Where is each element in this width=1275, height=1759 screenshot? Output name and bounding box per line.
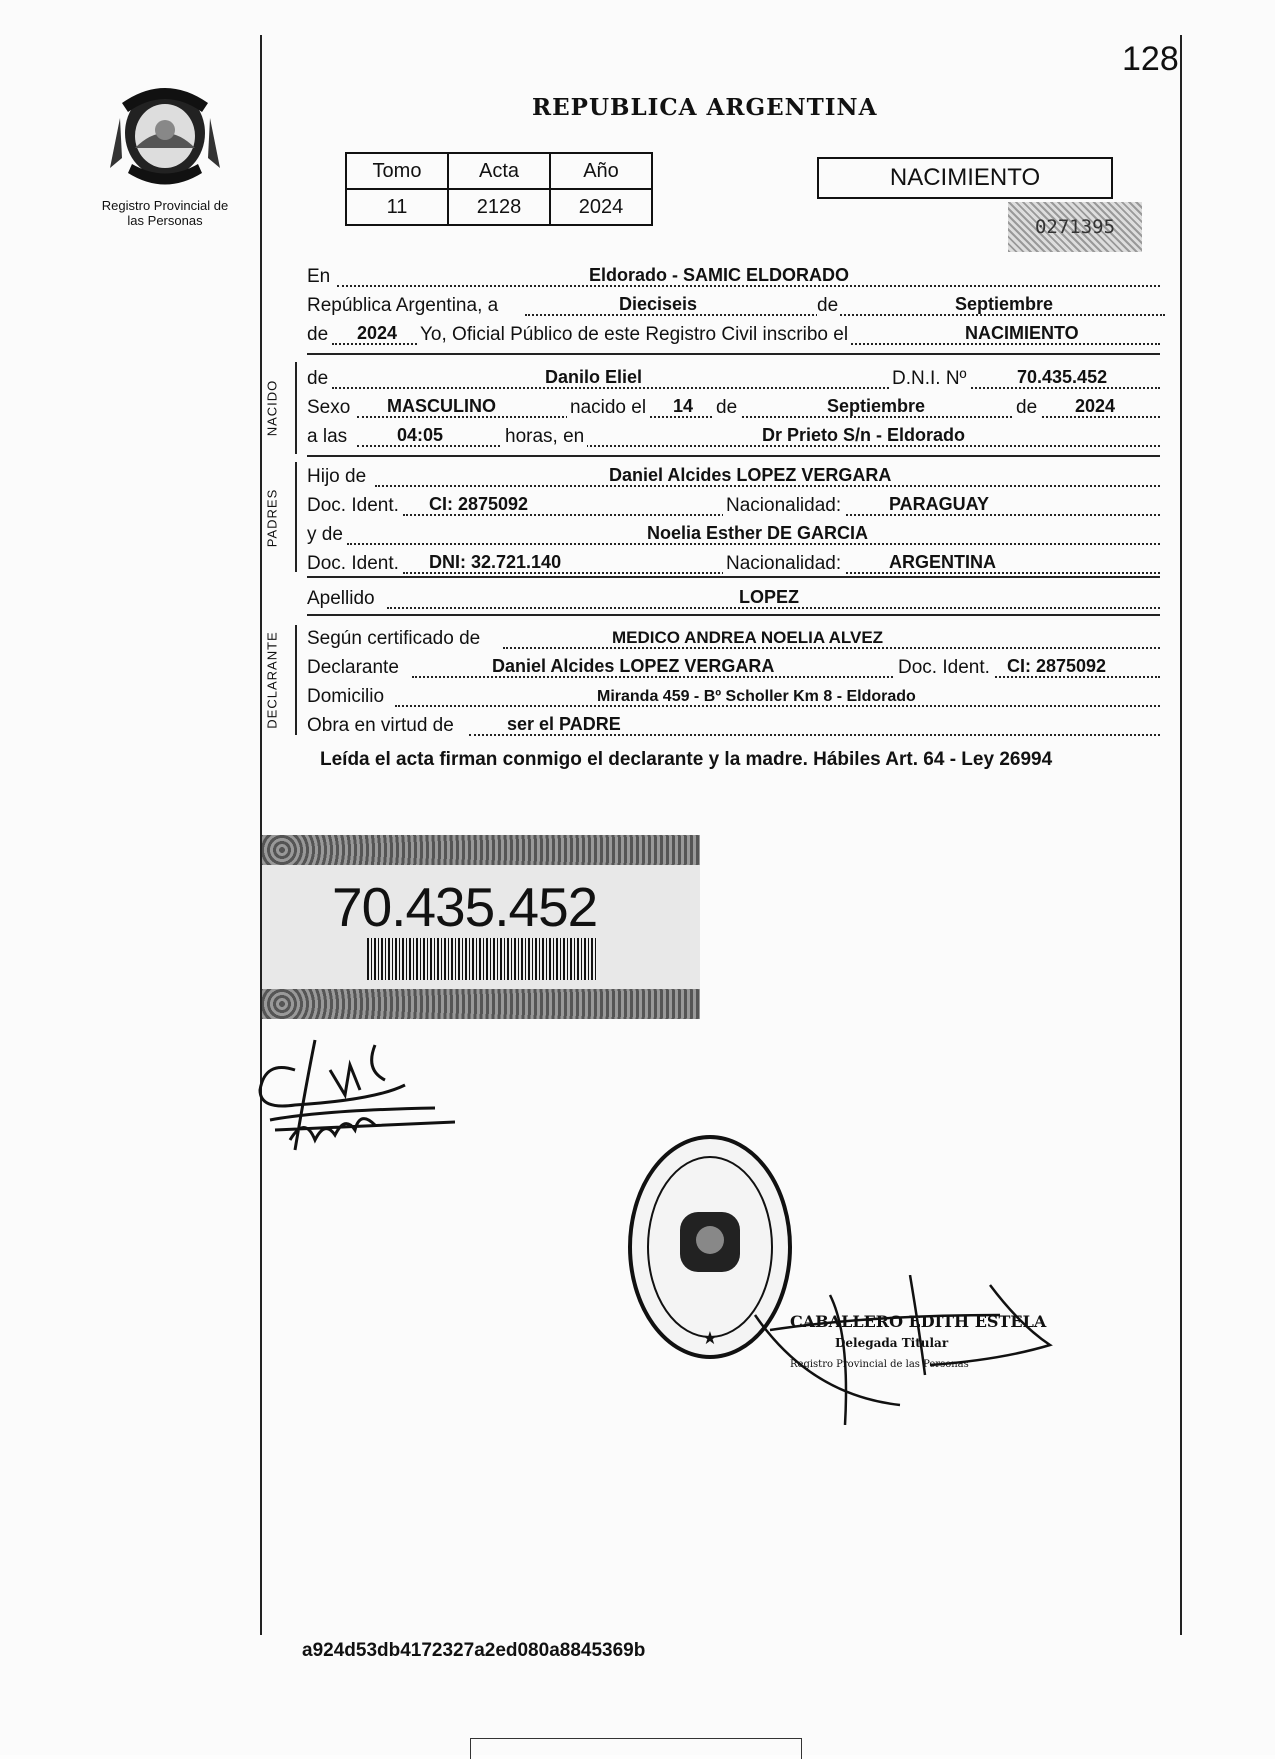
row-obra xyxy=(307,713,1160,739)
dom-label: Domicilio xyxy=(307,686,385,707)
rep-label: República Argentina, a xyxy=(307,295,499,316)
de2-label: de xyxy=(307,324,329,345)
nac-label: Nacionalidad: xyxy=(723,553,844,575)
document-title: REPUBLICA ARGENTINA xyxy=(532,94,878,121)
horas-label: horas, en xyxy=(502,426,587,448)
mother-nacionalidad: ARGENTINA xyxy=(889,552,996,572)
mother-name: Noelia Esther DE GARCIA xyxy=(647,523,869,543)
doc-label: Doc. Ident. xyxy=(307,553,399,574)
cert-value: MEDICO ANDREA NOELIA ALVEZ xyxy=(612,628,884,647)
month-value: Septiembre xyxy=(955,294,1054,314)
sticker-bottom-band xyxy=(262,989,700,1019)
father-doc: CI: 2875092 xyxy=(429,494,529,514)
dom-value: Miranda 459 - Bº Scholler Km 8 - Eldorado xyxy=(597,688,916,705)
province-seal-logo xyxy=(110,78,220,193)
tomo-value: 11 xyxy=(346,189,448,225)
row-madre-doc xyxy=(307,551,1160,577)
sexo-value: MASCULINO xyxy=(387,396,496,416)
row-fecha xyxy=(307,293,1160,319)
padres-side-label: PADRES xyxy=(264,488,280,547)
row-apellido xyxy=(307,586,1160,612)
sexo-label: Sexo xyxy=(307,397,351,418)
side-bar xyxy=(295,362,297,454)
inscribo-label: Yo, Oficial Público de este Registro Civil inscribo el xyxy=(417,324,851,346)
doc-label: Doc. Ident. xyxy=(307,495,399,516)
record-type-box: NACIMIENTO xyxy=(817,157,1113,199)
side-bar xyxy=(295,625,297,735)
issuer-name: Registro Provincial de las Personas xyxy=(101,198,229,228)
row-nombre xyxy=(307,366,1160,392)
official-signature xyxy=(750,1275,1060,1425)
row-declarante xyxy=(307,655,1160,681)
svg-text:Delegada Titular: Delegada Titular xyxy=(835,1336,949,1350)
row-inscribo xyxy=(307,322,1160,348)
dni-sticker xyxy=(262,835,700,1019)
sticker-number: 70.435.452 xyxy=(332,876,598,938)
declarante-side-label: DECLARANTE xyxy=(264,630,280,729)
section-divider xyxy=(307,353,1160,355)
mother-doc: DNI: 32.721.140 xyxy=(429,552,562,572)
section-divider xyxy=(307,455,1160,457)
row-domicilio xyxy=(307,684,1160,710)
row-certificado xyxy=(307,626,1160,652)
child-name: Danilo Eliel xyxy=(545,367,643,387)
tomo-header: Tomo xyxy=(346,153,448,189)
dni-value: 70.435.452 xyxy=(1017,367,1108,387)
acta-value: 2128 xyxy=(448,189,550,225)
place-value: Eldorado - SAMIC ELDORADO xyxy=(589,265,849,285)
decl-doc: CI: 2875092 xyxy=(1007,656,1107,676)
page-number: 128 xyxy=(1122,40,1179,78)
obra-label: Obra en virtud de xyxy=(307,715,454,736)
section-divider xyxy=(307,614,1160,616)
alas-label: a las xyxy=(307,426,348,447)
nacido-side-label: NACIDO xyxy=(264,379,280,437)
doc-label: Doc. Ident. xyxy=(895,657,993,679)
dni-label: D.N.I. Nº xyxy=(889,368,970,390)
serial-stamp: 0271395 xyxy=(1008,202,1142,252)
father-nacionalidad: PARAGUAY xyxy=(889,494,990,514)
birth-year: 2024 xyxy=(1075,396,1116,416)
row-padre xyxy=(307,464,1160,490)
row-madre xyxy=(307,522,1160,548)
anio-value: 2024 xyxy=(550,189,652,225)
y-label: y de xyxy=(307,524,343,545)
father-name: Daniel Alcides LOPEZ VERGARA xyxy=(609,465,892,485)
declarante-signature xyxy=(255,1030,455,1170)
row-sexo xyxy=(307,395,1160,421)
day-value: Dieciseis xyxy=(619,294,698,314)
row-padre-doc xyxy=(307,493,1160,519)
decl-value: Daniel Alcides LOPEZ VERGARA xyxy=(492,656,775,676)
sticker-top-band xyxy=(262,835,700,865)
svg-text:CABALLERO EDITH ESTELA: CABALLERO EDITH ESTELA xyxy=(790,1312,1047,1331)
de-label: de xyxy=(713,397,740,419)
document-hash: a924d53db4172327a2ed080a8845369b xyxy=(302,1640,646,1661)
cert-label: Según certificado de xyxy=(307,628,481,649)
dotted-line xyxy=(357,445,1160,447)
side-bar xyxy=(295,462,297,572)
section-divider xyxy=(307,576,1160,578)
de-label: de xyxy=(817,295,839,316)
inscribo-value: NACIMIENTO xyxy=(965,323,1079,343)
right-margin-line xyxy=(1180,35,1182,1635)
svg-text:★: ★ xyxy=(701,1328,719,1349)
row-en xyxy=(307,264,1160,290)
en-label: En xyxy=(307,266,331,287)
anio-header: Año xyxy=(550,153,652,189)
apellido-value: LOPEZ xyxy=(739,587,800,607)
de-label: de xyxy=(307,368,329,389)
footer-box xyxy=(470,1738,802,1759)
birth-time: 04:05 xyxy=(397,425,444,445)
closing-note: Leída el acta firman conmigo el declarante y la madre. Hábiles Art. 64 - Ley 26994 xyxy=(320,749,1053,770)
birth-place: Dr Prieto S/n - Eldorado xyxy=(762,425,966,445)
apellido-label: Apellido xyxy=(307,588,375,609)
barcode xyxy=(367,938,597,980)
svg-text:Registro Provincial de las Per: Registro Provincial de las Personas xyxy=(790,1359,969,1370)
birth-day: 14 xyxy=(673,396,694,416)
year-value: 2024 xyxy=(357,323,398,343)
hijo-label: Hijo de xyxy=(307,466,367,487)
obra-value: ser el PADRE xyxy=(507,714,621,734)
acta-table xyxy=(345,152,653,226)
birth-month: Septiembre xyxy=(827,396,926,416)
decl-label: Declarante xyxy=(307,657,399,678)
nac-label: Nacionalidad: xyxy=(723,495,844,517)
nacido-label: nacido el xyxy=(567,397,649,419)
acta-header: Acta xyxy=(448,153,550,189)
row-hora xyxy=(307,424,1160,450)
de-label: de xyxy=(1013,397,1040,419)
